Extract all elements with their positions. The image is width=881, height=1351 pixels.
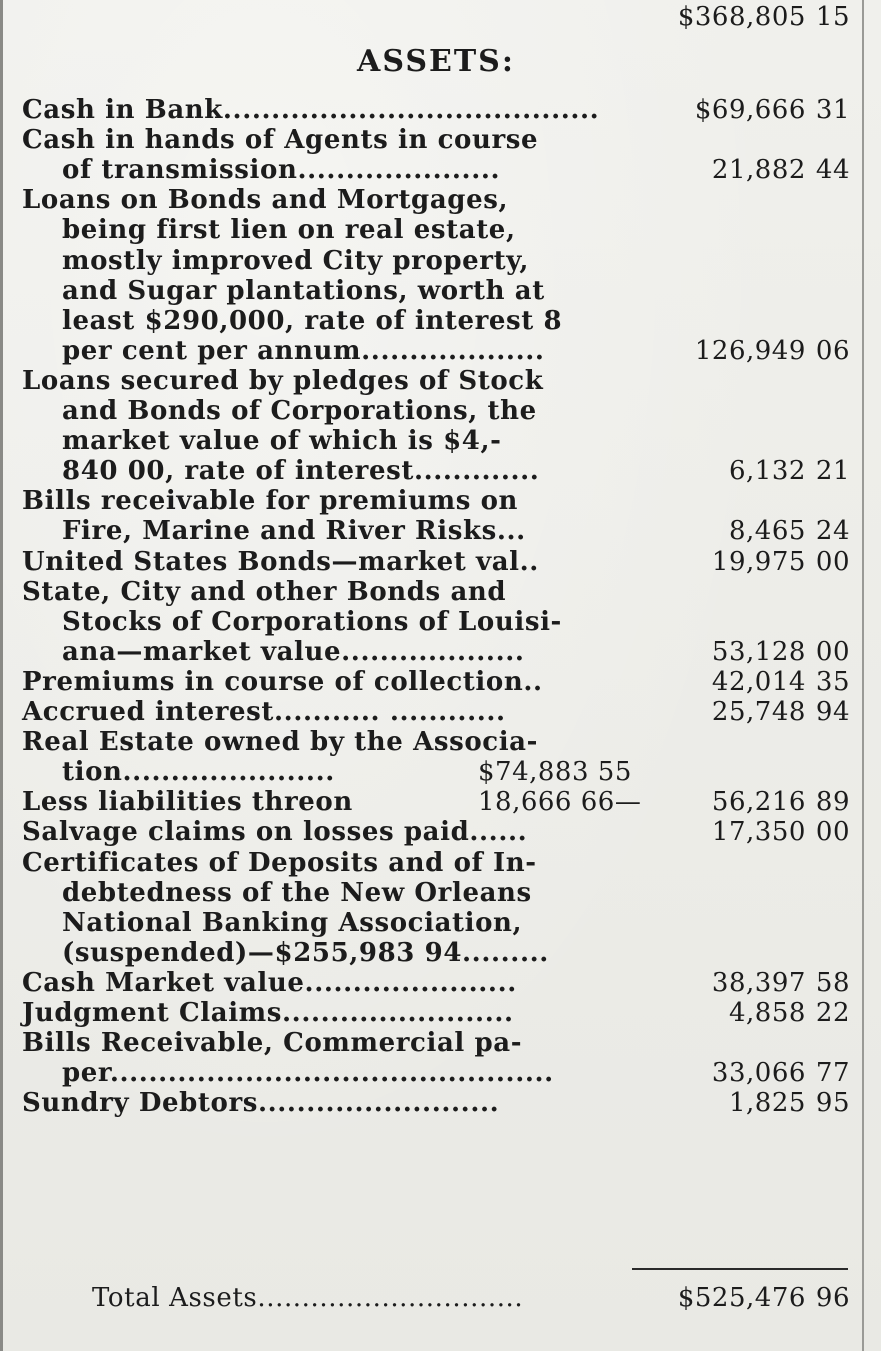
asset-item-text: debtedness of the New Orleans [62,877,532,908]
total-rule [632,1268,848,1270]
inner-amount: $74,883 55 [478,757,632,788]
asset-item-line [22,95,850,125]
amount-dollars: 53,128 [711,636,806,667]
amount-cents: 94 [815,697,850,727]
amount-cents: 00 [815,636,850,667]
amount-cents: 89 [815,787,850,818]
asset-item-line [22,125,850,155]
asset-item-text: Bills Receivable, Commercial pa- [22,1028,523,1059]
total-cents: 96 [815,1283,850,1313]
asset-item-text: Accrued interest........... ............ [22,697,506,727]
asset-item-amount [729,516,850,546]
amount-cents: 77 [815,1058,850,1089]
asset-item-line [22,1028,850,1058]
left-column-rule [0,0,3,1351]
asset-item-amount [712,155,850,185]
carried-total-dollars: $368,805 [677,2,806,32]
amount-cents: 95 [815,1088,850,1119]
amount-dollars: 6,132 [728,456,806,487]
amount-cents: 24 [815,516,850,547]
asset-item-text: Loans on Bonds and Mortgages, [22,185,509,216]
asset-item-amount [729,998,850,1028]
amount-dollars: 8,465 [728,516,806,547]
amount-dollars: 56,216 [711,787,806,818]
asset-item-line [22,366,850,396]
asset-item-text: per.............................................. [62,1058,554,1089]
asset-item-line [22,697,850,727]
asset-item-line [22,878,850,908]
amount-cents: 21 [815,456,850,487]
asset-item-amount [712,968,850,998]
asset-item-text: and Bonds of Corporations, the [62,396,537,426]
assets-heading: ASSETS: [357,44,515,79]
asset-item-text: Bills receivable for premiums on [22,486,519,517]
amount-cents: 00 [815,817,850,848]
asset-item-line [22,787,850,817]
asset-item-line [22,607,850,637]
asset-item-amount [712,637,850,667]
asset-item-line [22,1058,850,1088]
asset-item-line [22,396,850,426]
amount-cents: 35 [815,666,850,697]
asset-item-text: Premiums in course of collection.. [22,666,543,697]
inner-amount: 18,666 66— [478,787,642,818]
asset-item-line [22,757,850,787]
asset-item-text: United States Bonds—market val.. [22,546,539,577]
asset-item-line [22,276,850,306]
amount-dollars: 38,397 [711,967,806,998]
asset-item-amount [712,547,850,577]
amount-dollars: 33,066 [711,1058,806,1089]
asset-item-text: being first lien on real estate, [62,215,516,246]
amount-cents: 00 [815,546,850,577]
asset-item-amount [712,697,850,727]
asset-item-amount [712,1058,850,1088]
amount-dollars: 21,882 [711,155,806,186]
asset-item-text: Cash in Bank....................................... [22,95,600,125]
asset-item-amount [712,787,850,817]
amount-dollars: 4,858 [728,998,806,1028]
asset-item-line [22,577,850,607]
asset-item-text: of transmission..................... [62,155,501,186]
asset-item-text: Cash Market value...................... [22,967,517,998]
asset-item-line [22,968,850,998]
amount-cents: 58 [815,967,850,998]
asset-item-text: market value of which is $4,- [62,426,502,457]
asset-item-line [22,637,850,667]
asset-item-line [22,486,850,516]
asset-item-line [22,516,850,546]
asset-item-text: Sundry Debtors......................... [22,1088,500,1119]
amount-cents: 31 [815,95,850,125]
asset-item-text: Less liabilities threon [22,787,353,818]
amount-dollars: 1,825 [728,1088,806,1119]
asset-item-text: State, City and other Bonds and [22,576,507,607]
amount-dollars: $69,666 [694,95,806,125]
asset-item-amount [695,336,850,366]
asset-item-line [22,185,850,215]
asset-item-line [22,306,850,336]
asset-item-line [22,817,850,847]
asset-item-line [22,456,850,486]
asset-item-line [22,246,850,276]
amount-dollars: 42,014 [711,666,806,697]
amount-cents: 22 [815,998,850,1028]
asset-item-text: least $290,000, rate of interest 8 [62,305,563,336]
total-amount [678,1283,850,1313]
asset-item-text: Salvage claims on losses paid...... [22,817,528,848]
asset-item-text: Cash in hands of Agents in course [22,125,539,156]
asset-item-line [22,426,850,456]
asset-item-text: Loans secured by pledges of Stock [22,365,544,396]
asset-item-line [22,667,850,697]
amount-dollars: 19,975 [711,546,806,577]
asset-item-line [22,908,850,938]
carried-total-line [22,2,850,32]
asset-item-line [22,155,850,185]
asset-item-text: ana—market value................... [62,636,525,667]
asset-item-line [22,547,850,577]
asset-item-line [22,727,850,757]
asset-item-text: (suspended)—$255,983 94......... [62,937,549,968]
asset-item-line [22,938,850,968]
asset-item-text: Judgment Claims........................ [22,998,514,1028]
total-line [22,1283,850,1313]
total-dollars: $525,476 [677,1283,806,1313]
asset-item-line [22,215,850,245]
asset-item-text: tion...................... [62,757,335,788]
asset-item-amount [729,1088,850,1118]
amount-dollars: 25,748 [711,697,806,727]
right-column-rule [862,0,864,1351]
asset-item-text: Certificates of Deposits and of In- [22,847,537,878]
asset-item-amount [695,95,850,125]
asset-item-line [22,336,850,366]
asset-item-text: 840 00, rate of interest............. [62,456,540,487]
asset-item-line [22,998,850,1028]
asset-item-text: Stocks of Corporations of Louisi- [62,606,562,637]
amount-dollars: 17,350 [711,817,806,848]
asset-item-line [22,848,850,878]
asset-item-amount [712,817,850,847]
carried-total-amount [678,2,850,32]
asset-item-amount [729,456,850,486]
asset-item-text: Fire, Marine and River Risks... [62,516,526,547]
asset-item-amount [712,667,850,697]
asset-item-text: and Sugar plantations, worth at [62,275,545,306]
amount-cents: 44 [815,155,850,186]
asset-item-text: National Banking Association, [62,907,523,938]
asset-item-line [22,1088,850,1118]
amount-dollars: 126,949 [694,335,806,366]
asset-item-text: Real Estate owned by the Associa- [22,727,539,758]
carried-total-cents: 15 [815,2,850,32]
asset-item-text: mostly improved City property, [62,245,530,276]
asset-item-text: per cent per annum................... [62,335,545,366]
amount-cents: 06 [815,335,850,366]
total-label: Total Assets.............................. [92,1283,524,1313]
